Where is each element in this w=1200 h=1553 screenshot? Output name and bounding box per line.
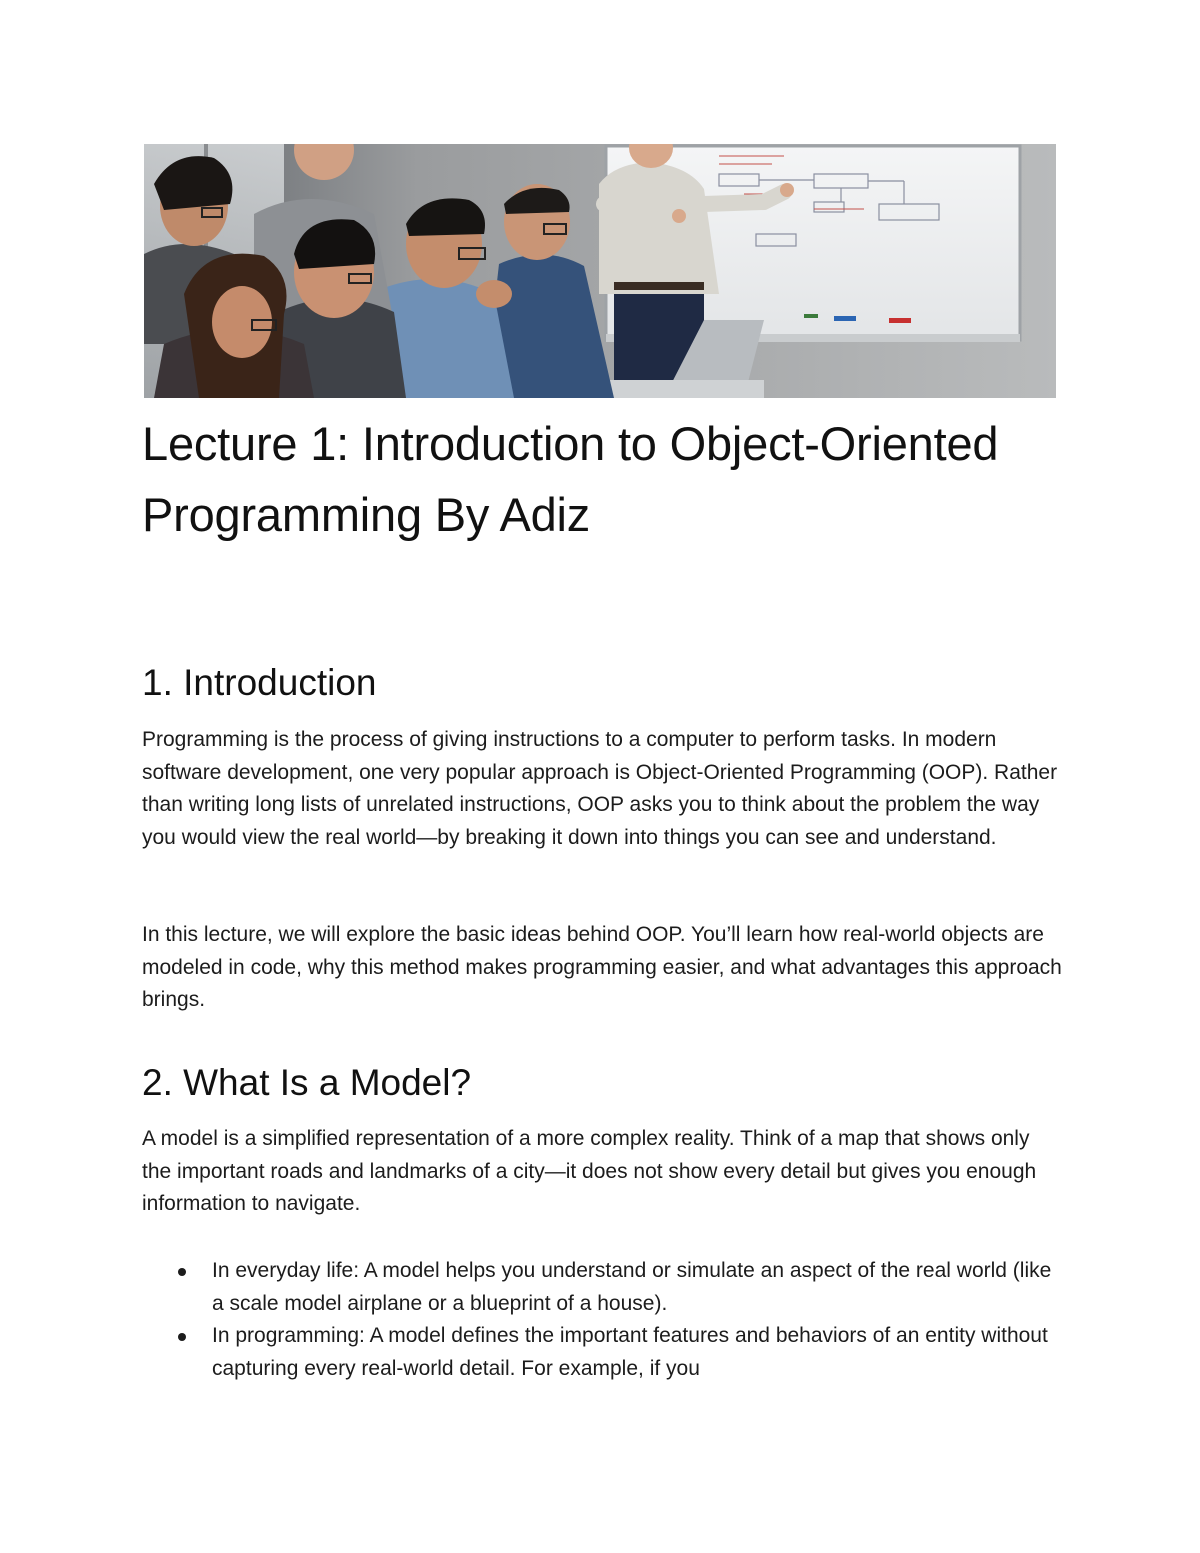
- page-title: Lecture 1: Introduction to Object-Oriented Programming By Adiz: [142, 417, 999, 541]
- list-item: [142, 1320, 1062, 1385]
- intro-paragraph-2: In this lecture, we will explore the basic ideas behind OOP. You’ll learn how real-world objects are modeled in code, why this method makes programming easier, and what advantages this approach brings.: [142, 923, 1062, 1011]
- classroom-photo: [144, 144, 1056, 398]
- bullet-icon: [178, 1333, 186, 1341]
- model-bullet-list: [142, 1255, 1062, 1385]
- bullet-text: In programming: A model defines the important features and behaviors of an entity without capturing every real-world detail. For example, if you: [212, 1324, 1048, 1380]
- model-paragraph: A model is a simplified representation of a more complex reality. Think of a map that shows only the important roads and landmarks of a city—it does not show every detail but gives you enough information to navigate.: [142, 1127, 1037, 1215]
- bullet-icon: [178, 1268, 186, 1276]
- bullet-text: In everyday life: A model helps you understand or simulate an aspect of the real world (like a scale model airplane or a blueprint of a house).: [212, 1259, 1052, 1315]
- intro-paragraph-1: Programming is the process of giving instructions to a computer to perform tasks. In modern software development, one very popular approach is Object-Oriented Programming (OOP). Rather than writing long lists of unrelated instructions, OOP asks you to think about the problem the way you would view the real world—by breaking it down into things you can see and understand.: [142, 728, 1058, 849]
- section-heading-introduction: 1. Introduction: [142, 662, 377, 703]
- list-item: [142, 1255, 1062, 1320]
- section-heading-model: 2. What Is a Model?: [142, 1062, 472, 1103]
